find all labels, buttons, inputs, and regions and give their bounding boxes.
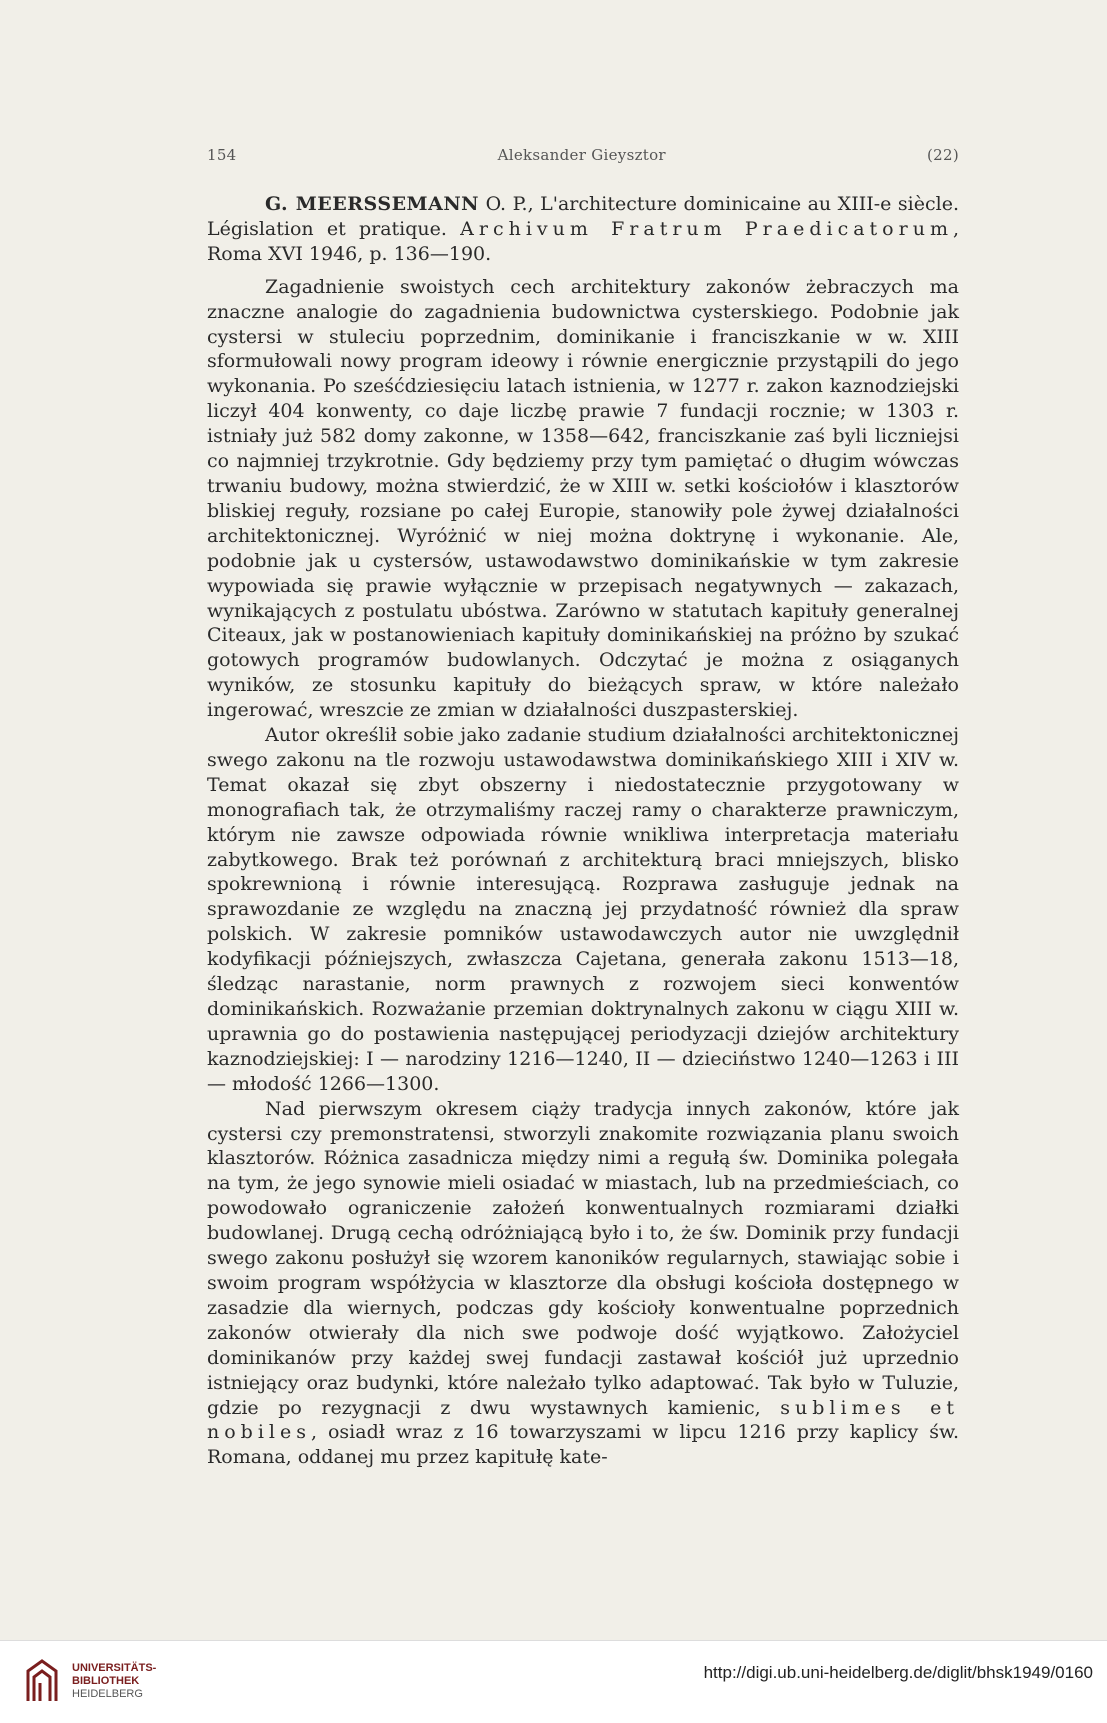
logo-line-1: UNIVERSITÄTS- <box>72 1661 157 1674</box>
citation <box>207 192 959 267</box>
logo-line-3: HEIDELBERG <box>72 1687 143 1700</box>
citation-title: O. P., L'architecture dominicaine au XIII-e siècle. Législation et pratique. <box>207 193 959 240</box>
running-title: Aleksander Gieysztor <box>497 146 666 164</box>
paragraph-3-end: , osiadł wraz z 16 towarzyszami w lipcu 1216 przy kaplicy św. Romana, oddanej mu przez kapitułę kate- <box>207 1421 959 1469</box>
section-number: (22) <box>927 146 959 164</box>
paragraph-3-text: Nad pierwszym okresem ciąży tradycja innych zakonów, które jak cystersi czy premonstratensi, stworzyli znakomite rozwiązania planu swoich klasztorów. Różnica zasadnicza między nimi a regułą św. Dominika polegała na tym, że jego synowie mieli osiadać w miastach, lub na przedmieściach, co powodowało ograniczenie założeń konwentualnych rozmiarami działki budowlanej. Drugą cechą odróżniającą było i to, że św. Dominik przy fundacji swego zakonu posłużył się wzorem kanoników regularnych, stawiając sobie i swoim program współżycia w klasztorze dla obsługi kościoła dostępnego w zasadzie dla wiernych, podczas gdy kościoły konwentualne poprzednich zakonów otwierały dla nich swe podwoje dość wyjątkowo. Założyciel dominikanów przy każdej swej fundacji zastawał kościół już uprzednio istniejący oraz budynki, które należało tylko adaptować. Tak było w Tuluzie, gdzie po rezygnacji z dwu wystawnych kamienic, <box>207 1097 959 1419</box>
citation-details: , Roma XVI 1946, p. 136—190. <box>207 217 960 265</box>
library-footer <box>0 1640 1107 1723</box>
paragraph-1: Zagadnienie swoistych cech architektury zakonów żebraczych ma znaczne analogie do zagadnienia budownictwa cysterskiego. Podobnie jak cystersi w stuleciu poprzednim, dominikanie i franciszkanie w w. XIII sformułowali nowy program ideowy i równie energicznie przystąpili do jego wykonania. Po sześćdziesięciu latach istnienia, w 1277 r. zakon kaznodziejski liczył 404 konwenty, co daje liczbę prawie 7 fundacji rocznie; w 1303 r. istniały już 582 domy zakonne, w 1358—642, franciszkanie zaś byli liczniejsi co najmniej trzykrotnie. Gdy będziemy przy tym pamiętać o długim wówczas trwaniu budowy, można stwierdzić, że w XIII w. setki kościołów i klasztorów bliskiej reguły, rozsiane po całej Europie, stanowiły pole żywej działalności architektonicznej. Wyróżnić w niej można doktrynę i wykonanie. Ale, podobnie jak u cystersów, ustawodawstwo dominikańskie w tym zakresie wypowiada się prawie wyłącznie w przepisach negatywnych — zakazach, wynikających z postulatu ubóstwa. Zarówno w statutach kapituły generalnej Citeaux, jak w postanowieniach kapituły dominikańskiej na próżno by szukać gotowych programów budowlanych. Odczytać je można z osiąganych wyników, ze stosunku kapituły do bieżących spraw, w które należało ingerować, wreszcie ze zmian w działalności duszpasterskiej. <box>207 275 959 722</box>
spaced-phrase: sublimes et nobiles <box>207 1396 960 1444</box>
citation-author: G. MEERSSEMANN <box>265 193 480 215</box>
library-logo[interactable] <box>24 1657 156 1705</box>
running-header <box>207 146 959 164</box>
paragraph-3 <box>207 1097 959 1471</box>
source-url-link[interactable]: http://digi.ub.uni-heidelberg.de/diglit/bhsk1949/0160 <box>703 1663 1093 1682</box>
citation-journal: Archivum Fratrum Praedicatorum <box>460 217 953 240</box>
body-text <box>207 192 959 1470</box>
logo-line-2: BIBLIOTHEK <box>72 1674 140 1687</box>
paragraph-2: Autor określił sobie jako zadanie studium działalności architektonicznej swego zakonu na tle rozwoju ustawodawstwa dominikańskiego XIII i XIV w. Temat okazał się zbyt obszerny i niedostatecznie przygotowany w monografiach tak, że otrzymaliśmy raczej ramy o charakterze prawniczym, którym nie zawsze odpowiada równie wnikliwa interpretacja materiału zabytkowego. Brak też porównań z architekturą braci mniejszych, blisko spokrewnioną i równie interesującą. Rozprawa zasługuje jednak na sprawozdanie ze względu na znaczną jej przydatność również dla spraw polskich. W zakresie pomników ustawodawczych autor nie uwzględnił kodyfikacji późniejszych, zwłaszcza Cajetana, generała zakonu 1513—18, śledząc narastanie, norm prawnych z rozwojem sieci konwentów dominikańskich. Rozważanie przemian doktrynalnych zakonu w ciągu XIII w. uprawnia go do postawienia następującej periodyzacji dziejów architektury kaznodziejskiej: I — narodziny 1216—1240, II — dzieciństwo 1240—1263 i III — młodość 1266—1300. <box>207 724 959 1095</box>
library-logo-icon <box>24 1657 60 1705</box>
page-number: 154 <box>207 146 237 164</box>
